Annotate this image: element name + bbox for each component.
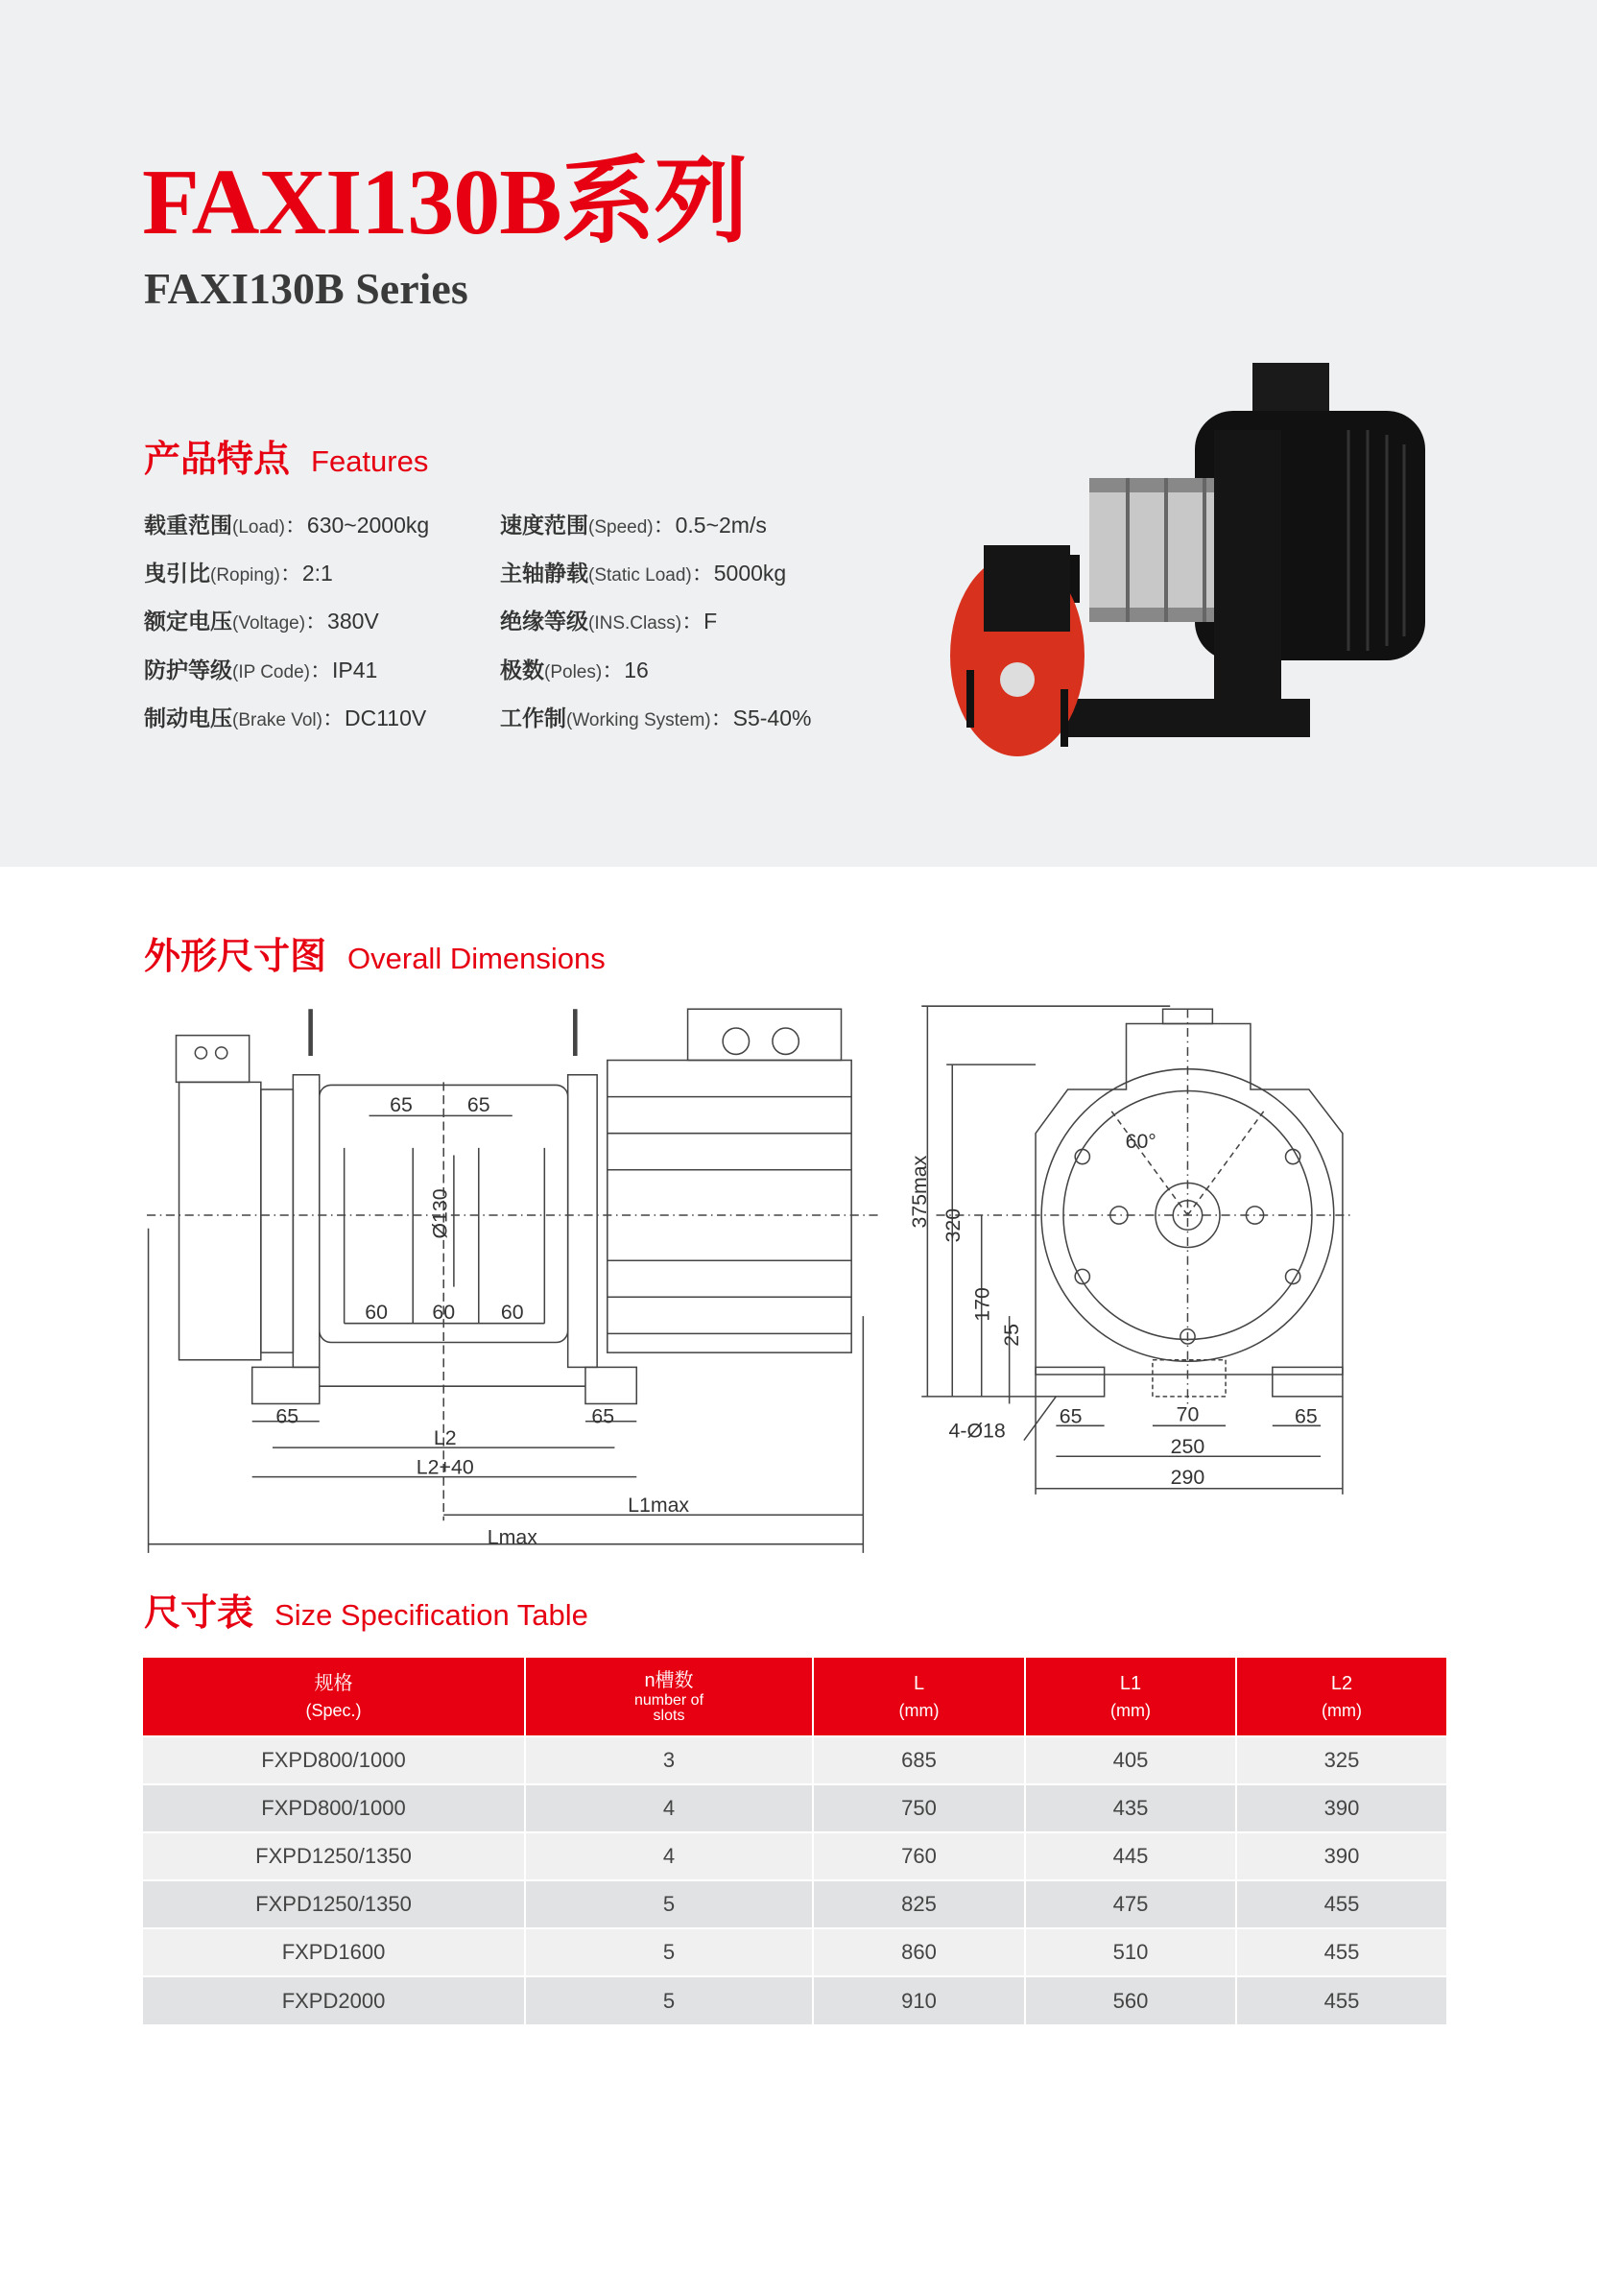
side-view	[147, 1009, 878, 1553]
dim-label: 170	[970, 1287, 994, 1322]
table-cell: FXPD1250/1350	[143, 1880, 525, 1928]
column-header	[1236, 1658, 1446, 1736]
feature-item	[144, 514, 429, 537]
table-cell: 5	[525, 1976, 813, 2024]
feature-label-en: (Voltage)	[232, 613, 306, 634]
feature-label-en: (Working System)	[566, 710, 711, 730]
table-cell: 390	[1236, 1784, 1446, 1832]
feature-label-en: (Speed)	[588, 517, 654, 538]
features-heading-en: Features	[311, 444, 429, 478]
feature-item	[144, 659, 377, 682]
feature-value: ：0.5~2m/s	[653, 513, 767, 538]
table-cell: 435	[1025, 1784, 1236, 1832]
dim-label: L2	[433, 1426, 457, 1450]
column-header	[813, 1658, 1025, 1736]
table-cell: 510	[1025, 1928, 1236, 1976]
dim-label: 60	[365, 1301, 389, 1325]
motor-photo	[945, 363, 1425, 804]
features-heading	[144, 442, 428, 478]
dim-label: L2+40	[416, 1455, 474, 1479]
dim-label: 25	[999, 1324, 1023, 1347]
size-spec-table	[143, 1658, 1446, 2024]
dim-label: Lmax	[487, 1525, 537, 1549]
dim-label: 65	[591, 1404, 615, 1428]
dim-label: 4-Ø18	[948, 1419, 1006, 1443]
table-cell: 685	[813, 1736, 1025, 1784]
table-row	[143, 1928, 1446, 1976]
table-cell: 825	[813, 1880, 1025, 1928]
brake-cover	[984, 545, 1070, 632]
table-cell: FXPD800/1000	[143, 1784, 525, 1832]
feature-label-cn: 制动电压	[144, 706, 232, 730]
dim-label: 290	[1170, 1466, 1205, 1490]
table-cell: 750	[813, 1784, 1025, 1832]
feature-item	[500, 610, 717, 633]
feature-item	[144, 562, 333, 585]
feature-value: ：2:1	[279, 561, 333, 586]
dimension-drawing	[139, 994, 1353, 1565]
dimensions-heading	[144, 939, 606, 975]
table-cell: 455	[1236, 1928, 1446, 1976]
page-title: FAXI130B系列	[142, 151, 748, 254]
feature-label-cn: 载重范围	[144, 513, 232, 538]
table-cell: 390	[1236, 1832, 1446, 1880]
table-cell: 5	[525, 1880, 813, 1928]
feature-label-cn: 额定电压	[144, 609, 232, 634]
column-header-en: (mm)	[1322, 1700, 1362, 1720]
feature-item	[144, 707, 426, 729]
feature-label-cn: 极数	[500, 658, 544, 682]
feature-item	[500, 514, 767, 537]
dim-label: 250	[1170, 1435, 1205, 1459]
column-header-en: (mm)	[1110, 1700, 1151, 1720]
column-header-cn: n槽数	[644, 1669, 694, 1691]
table-cell: 910	[813, 1976, 1025, 2024]
features-heading-cn: 产品特点	[144, 440, 291, 480]
column-header-cn: 规格	[314, 1672, 353, 1694]
dim-label: 65	[390, 1092, 413, 1116]
dimensions-heading-cn: 外形尺寸图	[144, 937, 327, 977]
table-cell: 445	[1025, 1832, 1236, 1880]
dim-label: 375max	[907, 1155, 931, 1229]
table-cell: 560	[1025, 1976, 1236, 2024]
feature-label-en: (INS.Class)	[588, 613, 682, 634]
dim-label: Ø130	[428, 1188, 452, 1239]
table-cell: 405	[1025, 1736, 1236, 1784]
table-cell: 325	[1236, 1736, 1446, 1784]
dim-label: 65	[466, 1092, 490, 1116]
feature-label-cn: 主轴静载	[500, 561, 588, 586]
table-cell: 4	[525, 1784, 813, 1832]
feature-value: ：5000kg	[691, 561, 787, 586]
size-table-heading-en: Size Specification Table	[274, 1598, 588, 1632]
dimensions-heading-en: Overall Dimensions	[347, 942, 606, 975]
feature-item	[144, 610, 379, 633]
feature-label-en: (Poles)	[544, 662, 603, 682]
feature-value: ：S5-40%	[710, 706, 812, 730]
column-header-en: (Spec.)	[305, 1700, 362, 1720]
dim-label: 70	[1176, 1402, 1200, 1426]
table-cell: 3	[525, 1736, 813, 1784]
column-header-cn: L1	[1119, 1672, 1142, 1694]
feature-value: ：380V	[305, 609, 379, 634]
table-cell: 455	[1236, 1976, 1446, 2024]
release-lever-left	[966, 670, 974, 728]
feature-value: ：F	[681, 609, 718, 634]
feature-item	[500, 562, 786, 585]
dim-label: 65	[1059, 1404, 1083, 1428]
dim-label: 60°	[1125, 1129, 1156, 1153]
dim-label: 65	[275, 1404, 299, 1428]
table-header-row	[143, 1658, 1446, 1736]
shaft-end	[1000, 662, 1035, 697]
feature-label-en: (Static Load)	[588, 565, 692, 586]
table-row	[143, 1976, 1446, 2024]
feature-label-cn: 绝缘等级	[500, 609, 588, 634]
feature-label-cn: 曳引比	[144, 561, 210, 586]
table-body	[143, 1736, 1446, 2024]
column-header-cn: L	[913, 1672, 925, 1694]
frame-plate	[1214, 430, 1281, 718]
base-frame	[1061, 699, 1310, 737]
feature-label-cn: 工作制	[500, 706, 566, 730]
table-cell: 475	[1025, 1880, 1236, 1928]
feature-value: ：16	[602, 658, 649, 682]
table-cell: 455	[1236, 1880, 1446, 1928]
table-cell: 760	[813, 1832, 1025, 1880]
size-table-heading-cn: 尺寸表	[144, 1593, 254, 1634]
table-cell: 860	[813, 1928, 1025, 1976]
table-row	[143, 1880, 1446, 1928]
dim-label: L1max	[628, 1494, 690, 1518]
dimension-labels	[275, 1093, 1317, 1549]
column-header	[1025, 1658, 1236, 1736]
feature-value: ：IP41	[309, 658, 378, 682]
table-row	[143, 1736, 1446, 1784]
table-cell: 5	[525, 1928, 813, 1976]
dim-label: 65	[1294, 1404, 1318, 1428]
release-lever-right	[1061, 689, 1068, 747]
dim-label: 60	[500, 1301, 524, 1325]
table-cell: FXPD800/1000	[143, 1736, 525, 1784]
feature-label-en: (Brake Vol)	[232, 710, 322, 730]
column-header	[143, 1658, 525, 1736]
table-cell: FXPD2000	[143, 1976, 525, 2024]
column-header-cn: L2	[1330, 1672, 1353, 1694]
feature-value: ：DC110V	[322, 706, 427, 730]
feature-item	[500, 707, 811, 729]
page-subtitle: FAXI130B Series	[144, 264, 468, 313]
feature-value: ：630~2000kg	[284, 513, 430, 538]
table-row	[143, 1832, 1446, 1880]
column-header	[525, 1658, 813, 1736]
terminal-box	[1252, 363, 1329, 416]
feature-label-en: (Roping)	[210, 565, 280, 586]
feature-label-en: (Load)	[232, 517, 285, 538]
feature-item	[500, 659, 649, 682]
feature-label-cn: 防护等级	[144, 658, 232, 682]
table-cell: FXPD1250/1350	[143, 1832, 525, 1880]
table-row	[143, 1784, 1446, 1832]
dim-label: 60	[432, 1301, 456, 1325]
dim-label: 320	[941, 1208, 965, 1243]
table-cell: FXPD1600	[143, 1928, 525, 1976]
column-header-en: number of slots	[633, 1691, 704, 1724]
column-header-en: (mm)	[898, 1700, 940, 1720]
dimension-lines	[149, 1115, 864, 1552]
table-cell: 4	[525, 1832, 813, 1880]
feature-label-cn: 速度范围	[500, 513, 588, 538]
feature-label-en: (IP Code)	[232, 662, 310, 682]
size-table-heading	[144, 1595, 588, 1632]
